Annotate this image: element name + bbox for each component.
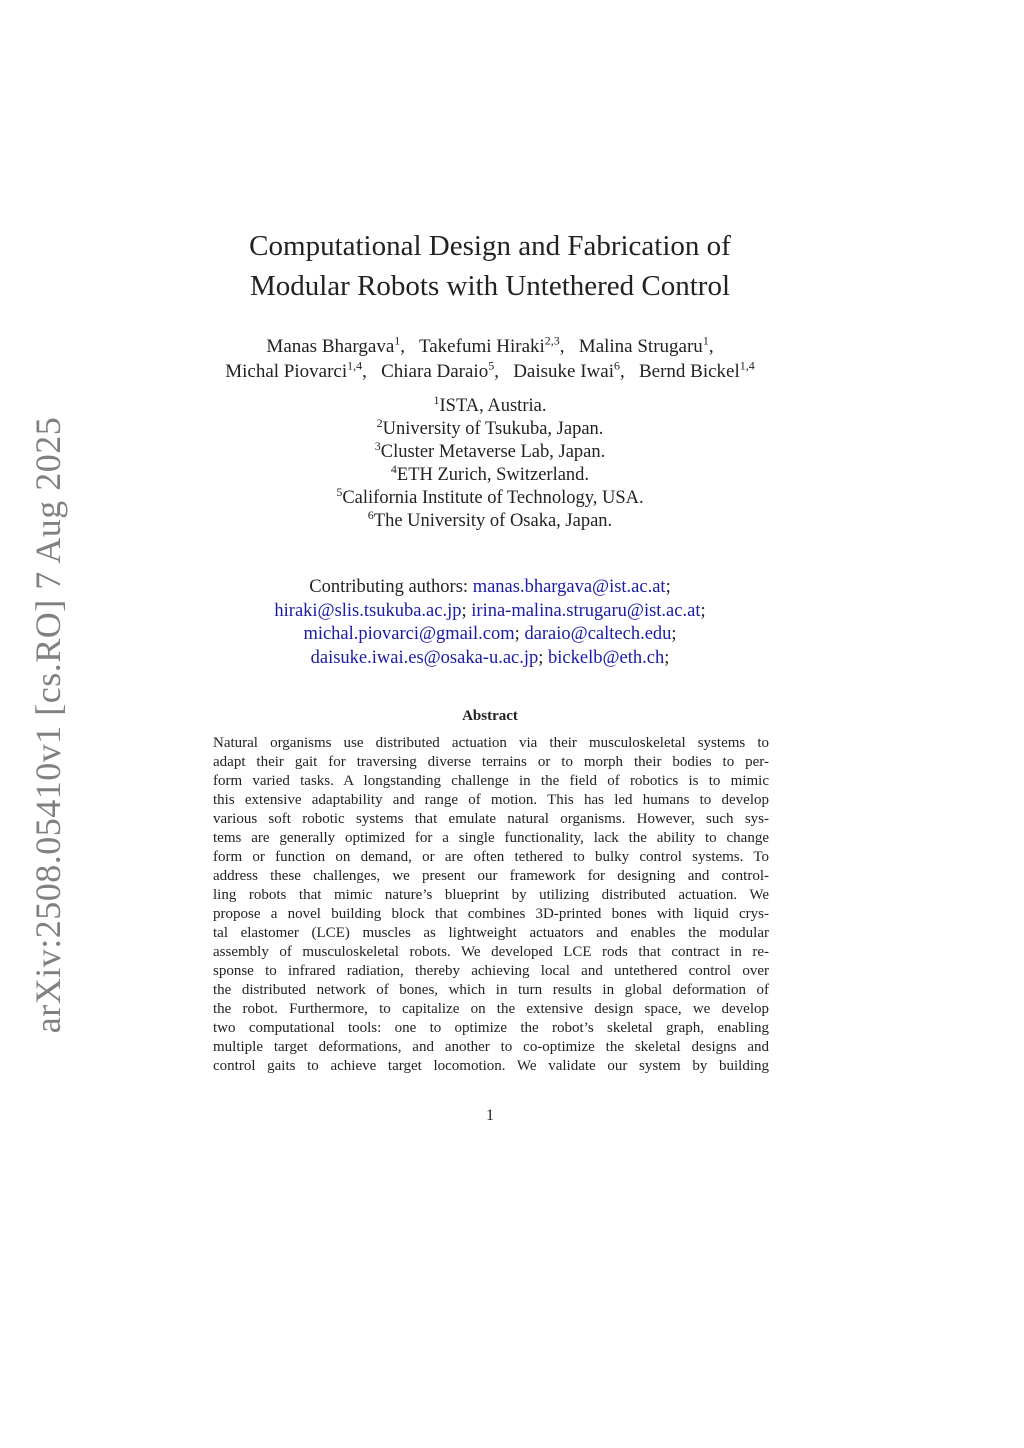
affiliation: $^1$ISTA, Austria. <box>433 392 547 416</box>
author: Takefumi Hiraki$^{2,3}$ <box>418 333 560 357</box>
abstract-line: adapt their gait for traversing diverse terrains or to morph their bodies to per- <box>213 754 769 770</box>
abstract-body <box>213 734 769 1076</box>
title-line-1: Computational Design and Fabrication of <box>249 230 731 262</box>
abstract-line: the distributed network of bones, which in turn results in global deformation of <box>213 982 769 998</box>
affiliation-list <box>200 392 780 533</box>
abstract-line: control gaits to achieve target locomotion. We validate our system by building <box>213 1058 769 1074</box>
email-link[interactable]: bickelb@eth.ch <box>548 647 665 668</box>
abstract-line: ling robots that mimic nature’s blueprint by utilizing distributed actuation. We <box>213 887 769 903</box>
contacts-label: Contributing authors: <box>309 577 469 597</box>
abstract-line: assembly of musculoskeletal robots. We developed LCE rods that contract in re- <box>213 944 769 960</box>
abstract-line: this extensive adaptability and range of motion. This has led humans to develop <box>213 792 769 808</box>
affiliation: $^2$University of Tsukuba, Japan. <box>376 415 604 439</box>
page-number: 1 <box>486 1107 494 1124</box>
email-link[interactable]: hiraki@slis.tsukuba.ac.jp <box>274 600 462 621</box>
author: Michal Piovarci$^{1,4}$ <box>225 358 363 382</box>
affiliation: $^3$Cluster Metaverse Lab, Japan. <box>374 438 606 462</box>
affiliation: $^5$California Institute of Technology, USA. <box>336 484 644 508</box>
abstract-line: address these challenges, we present our framework for designing and control- <box>213 868 769 884</box>
abstract-line: multiple target deformations, and another to co-optimize the skeletal designs and <box>213 1039 769 1055</box>
contact-line-3: michal.piovarci@gmail.com; daraio@caltech.edu; <box>303 624 677 644</box>
contact-line-1: Contributing authors: manas.bhargava@ist.ac.at; <box>309 577 671 597</box>
author: Bernd Bickel$^{1,4}$ <box>638 358 755 382</box>
paper-title <box>190 226 790 306</box>
author-list <box>150 334 830 384</box>
abstract-line: sponse to infrared radiation, thereby achieving local and untethered control over <box>213 963 769 979</box>
email-link[interactable]: daraio@caltech.edu <box>524 624 672 644</box>
abstract-line: propose a novel building block that combines 3D-printed bones with liquid crys- <box>213 906 769 922</box>
author: Daisuke Iwai$^6$ <box>513 358 620 382</box>
abstract-line: the robot. Furthermore, to capitalize on the extensive design space, we develop <box>213 1001 769 1017</box>
author-line-1: Manas Bhargava$^1$, Takefumi Hiraki$^{2,3}$, Malina Strugaru$^1$, <box>266 333 714 357</box>
abstract-line: various soft robotic systems that emulate natural organisms. However, such sys- <box>213 811 769 827</box>
contact-line-4: daisuke.iwai.es@osaka-u.ac.jp; bickelb@eth.ch; <box>310 647 670 668</box>
arxiv-stamp: arXiv:2508.05410v1 [cs.RO] 7 Aug 2025 <box>28 416 68 1034</box>
contact-emails <box>200 576 780 670</box>
email-link[interactable]: daisuke.iwai.es@osaka-u.ac.jp <box>310 647 539 668</box>
abstract-line: form or function on demand, or are often tethered to bulky control systems. To <box>213 849 769 865</box>
abstract-line: two computational tools: one to optimize the robot’s skeletal graph, enabling <box>213 1020 769 1036</box>
title-line-2: Modular Robots with Untethered Control <box>249 270 731 302</box>
abstract-line: tal elastomer (LCE) muscles as lightweight actuators and enables the modular <box>213 925 769 941</box>
email-link[interactable]: michal.piovarci@gmail.com <box>303 624 515 644</box>
email-link[interactable]: irina-malina.strugaru@ist.ac.at <box>471 600 701 621</box>
email-link[interactable]: manas.bhargava@ist.ac.at <box>472 577 666 597</box>
affiliation: $^6$The University of Osaka, Japan. <box>367 507 613 531</box>
contact-line-2: hiraki@slis.tsukuba.ac.jp; irina-malina.strugaru@ist.ac.at; <box>274 600 706 621</box>
abstract-line: form varied tasks. A longstanding challenge in the field of robotics is to mimic <box>213 773 769 789</box>
abstract-line: tems are generally optimized for a single functionality, lack the ability to change <box>213 830 769 846</box>
author: Malina Strugaru$^1$ <box>578 333 709 357</box>
author: Chiara Daraio$^5$ <box>381 358 495 382</box>
affiliation: $^4$ETH Zurich, Switzerland. <box>390 461 590 485</box>
abstract-line: Natural organisms use distributed actuation via their musculoskeletal systems to <box>213 735 769 751</box>
author-line-2: Michal Piovarci$^{1,4}$, Chiara Daraio$^5$, Daisuke Iwai$^6$, Bernd Bickel$^{1,4}$ <box>225 358 755 382</box>
author: Manas Bhargava$^1$ <box>266 333 401 357</box>
abstract-heading: Abstract <box>462 708 518 724</box>
